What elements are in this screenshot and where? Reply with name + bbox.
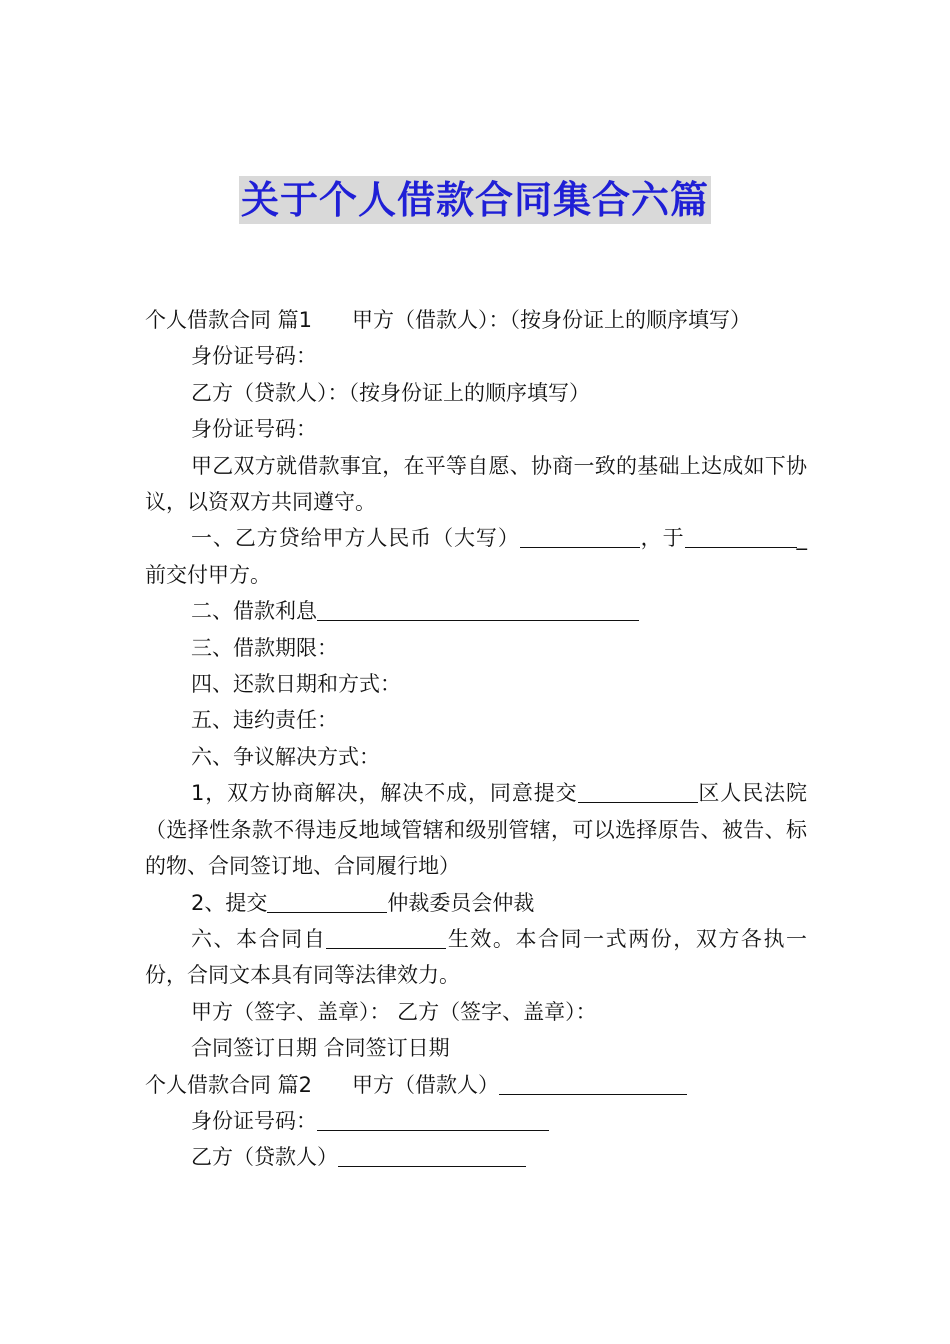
dispute2-text-a: 2、提交 [191, 890, 268, 915]
contract1-dispute2 [145, 885, 807, 921]
contract1-dispute1 [145, 775, 807, 884]
contract1-id-a: 身份证号码： [191, 344, 317, 369]
item1-text-b: ，于 [639, 526, 685, 551]
contract2-party-b: 乙方（贷款人） [191, 1145, 338, 1170]
contract1-sign-date: 合同签订日期 合同签订日期 [191, 1036, 450, 1061]
title-wrap [0, 176, 950, 224]
arbitration-blank [267, 890, 387, 913]
contract1-item6: 六、争议解决方式： [191, 744, 380, 769]
contract1-heading-paragraph [145, 302, 807, 338]
contract1-intro: 甲乙双方就借款事宜，在平等自愿、协商一致的基础上达成如下协议，以资双方共同遵守。 [145, 453, 807, 515]
contract1-effect [145, 921, 807, 994]
contract2-id-a: 身份证号码： [191, 1108, 317, 1133]
contract2-id-a-paragraph [145, 1103, 807, 1139]
contract1-item4: 四、还款日期和方式： [191, 672, 401, 697]
contract1-sign: 甲方（签字、盖章）： 乙方（签字、盖章）： [191, 999, 597, 1024]
contract1-party-b: 乙方（贷款人）：（按身份证上的顺序填写） [191, 380, 590, 405]
contract1-item1 [145, 520, 807, 593]
dispute1-text-b: 区人民法院（选择性条款不得违反地域管辖和级别管辖，可以选择原告、被告、标的物、合同签订地、合同履行地） [145, 781, 808, 879]
contract1-item5: 五、违约责任： [191, 708, 338, 733]
contract2-party-b-paragraph [145, 1139, 807, 1175]
contract1-item2 [145, 593, 807, 629]
id-number-blank [317, 1108, 549, 1131]
borrower-blank [499, 1072, 687, 1095]
court-blank [578, 780, 698, 803]
effect-text-b: 生效。本合同一式两份，双方各执一份，合同文本具有同等法律效力。 [145, 926, 808, 988]
dispute2-text-b: 仲裁委员会仲裁 [387, 890, 535, 915]
item1-text-a: 一、乙方贷给甲方人民币（大写） [191, 526, 520, 551]
amount-blank [520, 525, 640, 548]
contract2-heading: 个人借款合同 篇2 [145, 1072, 313, 1097]
contract1-item3: 三、借款期限： [191, 635, 338, 660]
delivery-date-blank [685, 525, 797, 548]
contract2-heading-paragraph [145, 1067, 807, 1103]
contract1-party-a: 甲方（借款人）：（按身份证上的顺序填写） [352, 308, 752, 332]
effective-date-blank [326, 926, 446, 949]
contract1-id-b: 身份证号码： [191, 417, 317, 442]
dispute1-text-a: 1，双方协商解决，解决不成，同意提交 [191, 781, 578, 806]
contract2-party-a: 甲方（借款人） [352, 1072, 500, 1097]
item2-text: 二、借款利息 [191, 599, 317, 624]
lender-blank [338, 1144, 526, 1167]
document-body [145, 302, 807, 1176]
effect-text-a: 六、本合同自 [191, 926, 327, 951]
item1-text-c: _前交付甲方。 [145, 526, 807, 587]
document-title: 关于个人借款合同集合六篇 [240, 178, 709, 222]
contract1-heading: 个人借款合同 篇1 [145, 308, 313, 332]
interest-blank [317, 598, 639, 621]
